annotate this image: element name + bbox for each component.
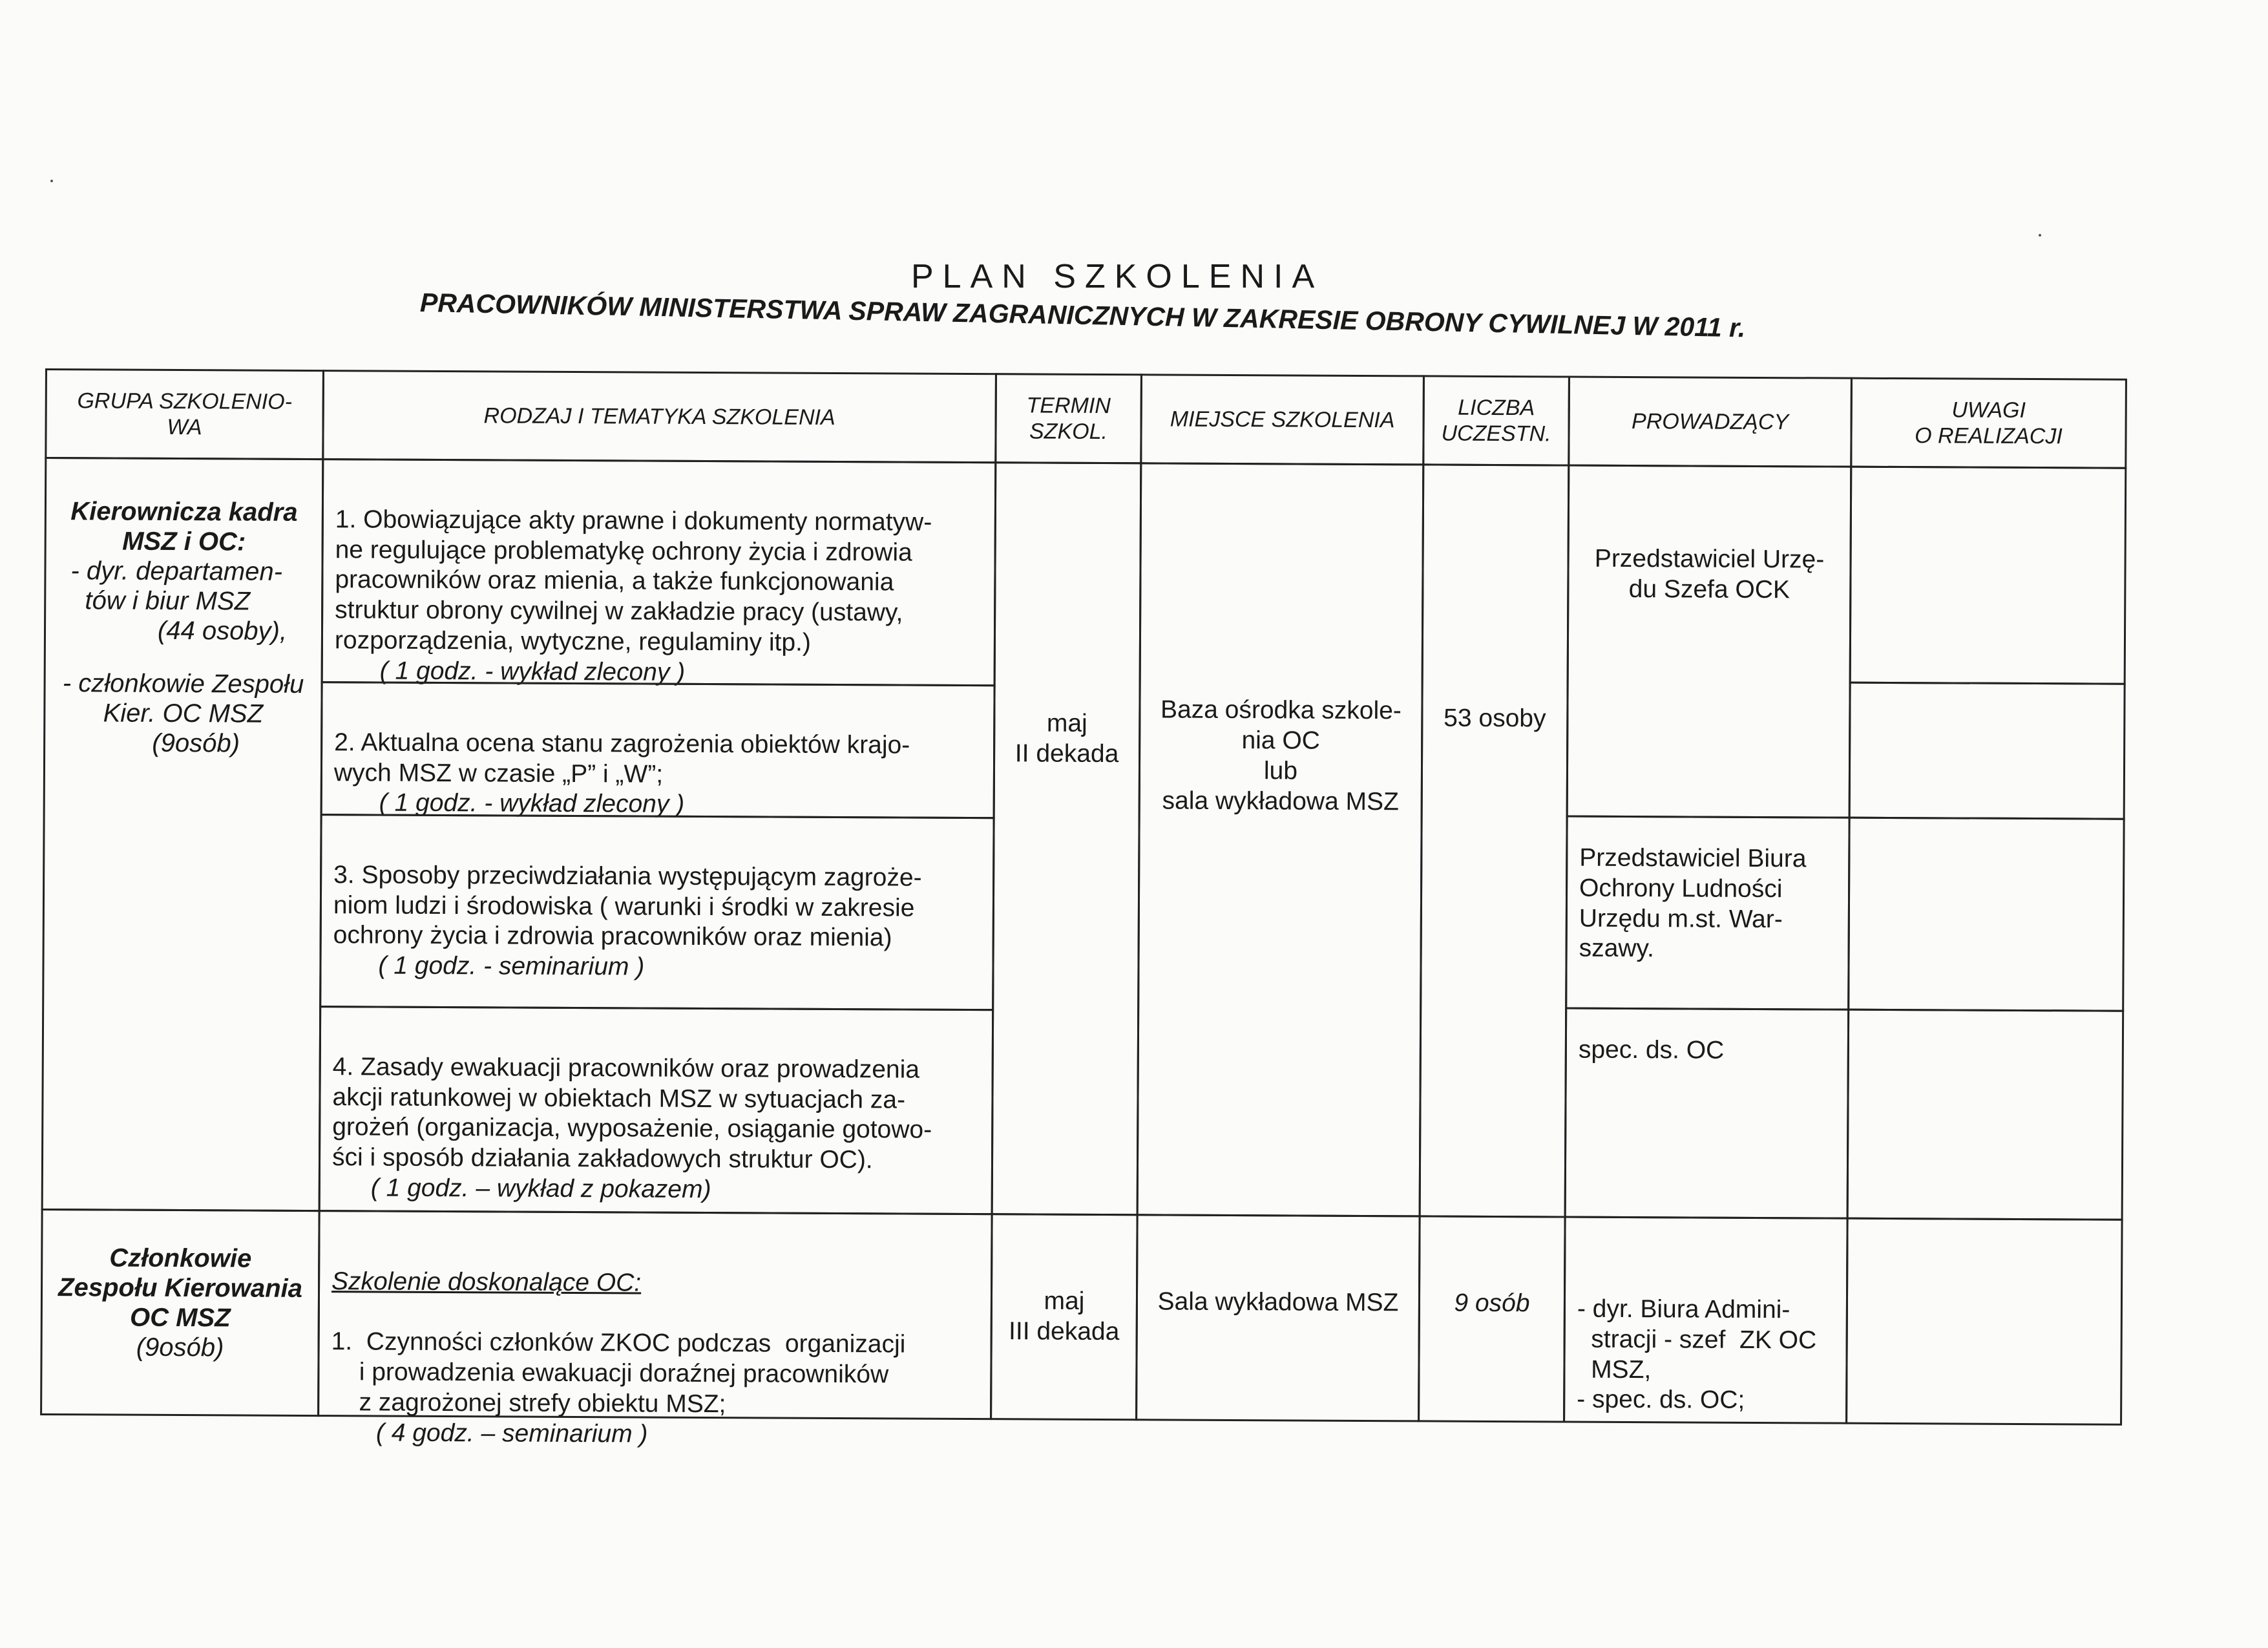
document-subtitle: PRACOWNIKÓW MINISTERSTWA SPRAW ZAGRANICZNYCH W ZAKRESIE OBRONY CYWILNEJ W 2011 r. bbox=[419, 288, 1746, 343]
row2-liczba: 9 osób bbox=[1418, 1215, 1566, 1422]
document-title: PLAN SZKOLENIA bbox=[911, 258, 1324, 295]
topic-4-note: ( 1 godz. – wykład z pokazem) bbox=[370, 1174, 711, 1204]
row2-topic bbox=[317, 1210, 993, 1448]
row1-prowadzacy-3: spec. ds. OC bbox=[1564, 1008, 1850, 1220]
row1-uwagi-2 bbox=[1849, 682, 2126, 820]
topic-2-text: 2. Aktualna ocena stanu zagrożenia obiektów krajo- wych MSZ w czasie „P” i „W”; bbox=[333, 728, 910, 788]
row1-topic-3 bbox=[319, 814, 994, 1011]
row1-group-cell bbox=[41, 457, 324, 1212]
row1-termin: maj II dekada bbox=[991, 461, 1142, 1216]
scan-speck bbox=[2039, 234, 2041, 237]
row1-uwagi-4 bbox=[1847, 1009, 2125, 1221]
row1-uwagi-3 bbox=[1847, 817, 2125, 1012]
row2-group-cell bbox=[40, 1209, 320, 1417]
row1-uwagi-1 bbox=[1849, 466, 2127, 685]
topic-3-text: 3. Sposoby przeciwdziałania występującym zagroże- niom ludzi i środowiska ( warunki i środki w zakresie ochrony życia i zdrowia pracowników oraz mienia) bbox=[333, 860, 922, 952]
row1-group-head: Kierownicza kadra MSZ i OC: bbox=[70, 497, 298, 556]
header-miejsce: MIEJSCE SZKOLENIA bbox=[1140, 374, 1425, 465]
row1-miejsce: Baza ośrodka szkole- nia OC lub sala wykładowa MSZ bbox=[1137, 462, 1425, 1217]
header-grupa: GRUPA SZKOLENIO- WA bbox=[45, 368, 324, 460]
header-liczba: LICZBA UCZESTN. bbox=[1422, 375, 1570, 466]
row1-topic-1 bbox=[321, 458, 997, 686]
row2-termin: maj III dekada bbox=[990, 1213, 1139, 1421]
row1-prowadzacy-1: Przedstawiciel Urzę- du Szefa OCK bbox=[1566, 465, 1853, 819]
row1-group-line3: - członkowie Zespołu Kier. OC MSZ bbox=[62, 669, 304, 728]
topic-2-note: ( 1 godz. - wykład zlecony ) bbox=[379, 788, 685, 819]
row2-topic-note: ( 4 godz. – seminarium ) bbox=[375, 1419, 648, 1448]
row1-group-line1: - dyr. departamen- tów i biur MSZ bbox=[70, 556, 283, 616]
training-plan-table bbox=[40, 368, 2127, 1448]
scan-speck bbox=[50, 180, 53, 182]
topic-3-note: ( 1 godz. - seminarium ) bbox=[378, 951, 645, 981]
row2-group-head: Członkowie Zespołu Kierowania OC MSZ bbox=[58, 1243, 303, 1333]
row1-topic-2 bbox=[320, 681, 996, 819]
topic-1-note: ( 1 godz. - wykład zlecony ) bbox=[379, 657, 686, 686]
row2-topic-heading: Szkolenie doskonalące OC: bbox=[331, 1267, 642, 1297]
row2-uwagi bbox=[1845, 1218, 2123, 1426]
header-rodzaj: RODZAJ I TEMATYKA SZKOLENIA bbox=[322, 370, 997, 463]
header-termin: TERMIN SZKOL. bbox=[994, 373, 1142, 464]
row1-group-line2: (44 osoby), bbox=[157, 616, 288, 646]
row1-group-line4: (9osób) bbox=[152, 728, 240, 758]
row2-prowadzacy: - dyr. Biura Admini- stracji - szef ZK OC MSZ, - spec. ds. OC; bbox=[1563, 1216, 1849, 1424]
row1-topic-4 bbox=[319, 1006, 994, 1215]
row2-miejsce: Sala wykładowa MSZ bbox=[1135, 1214, 1421, 1422]
row2-group-count: (9osób) bbox=[136, 1333, 224, 1362]
row1-prowadzacy-2: Przedstawiciel Biura Ochrony Ludności Urzędu m.st. War- szawy. bbox=[1565, 816, 1850, 1011]
row1-liczba: 53 osoby bbox=[1419, 463, 1570, 1218]
row2-topic-text: 1. Czynności członków ZKOC podczas organizacji i prowadzenia ewakuacji doraźnej pracowników z zagrożonej strefy obiektu MSZ; bbox=[331, 1327, 906, 1419]
header-prowadzacy: PROWADZĄCY bbox=[1568, 376, 1853, 468]
topic-1-text: 1. Obowiązujące akty prawne i dokumenty normatyw- ne regulujące problematykę ochrony życia i zdrowia pracowników oraz mienia, a także funkcjonowania struktur obrony cywilnej w zakładzie pracy (ustawy, rozporządzenia, wytyczne, regulaminy itp.) bbox=[334, 505, 932, 657]
topic-4-text: 4. Zasady ewakuacji pracowników oraz prowadzenia akcji ratunkowej w obiektach MSZ w sytuacjach za- grożeń (organizacja, wyposażenie, osiąganie gotowo- ści i sposób działania zakładowych struktur OC). bbox=[331, 1052, 932, 1174]
header-uwagi: UWAGI O REALIZACJI bbox=[1850, 377, 2127, 469]
